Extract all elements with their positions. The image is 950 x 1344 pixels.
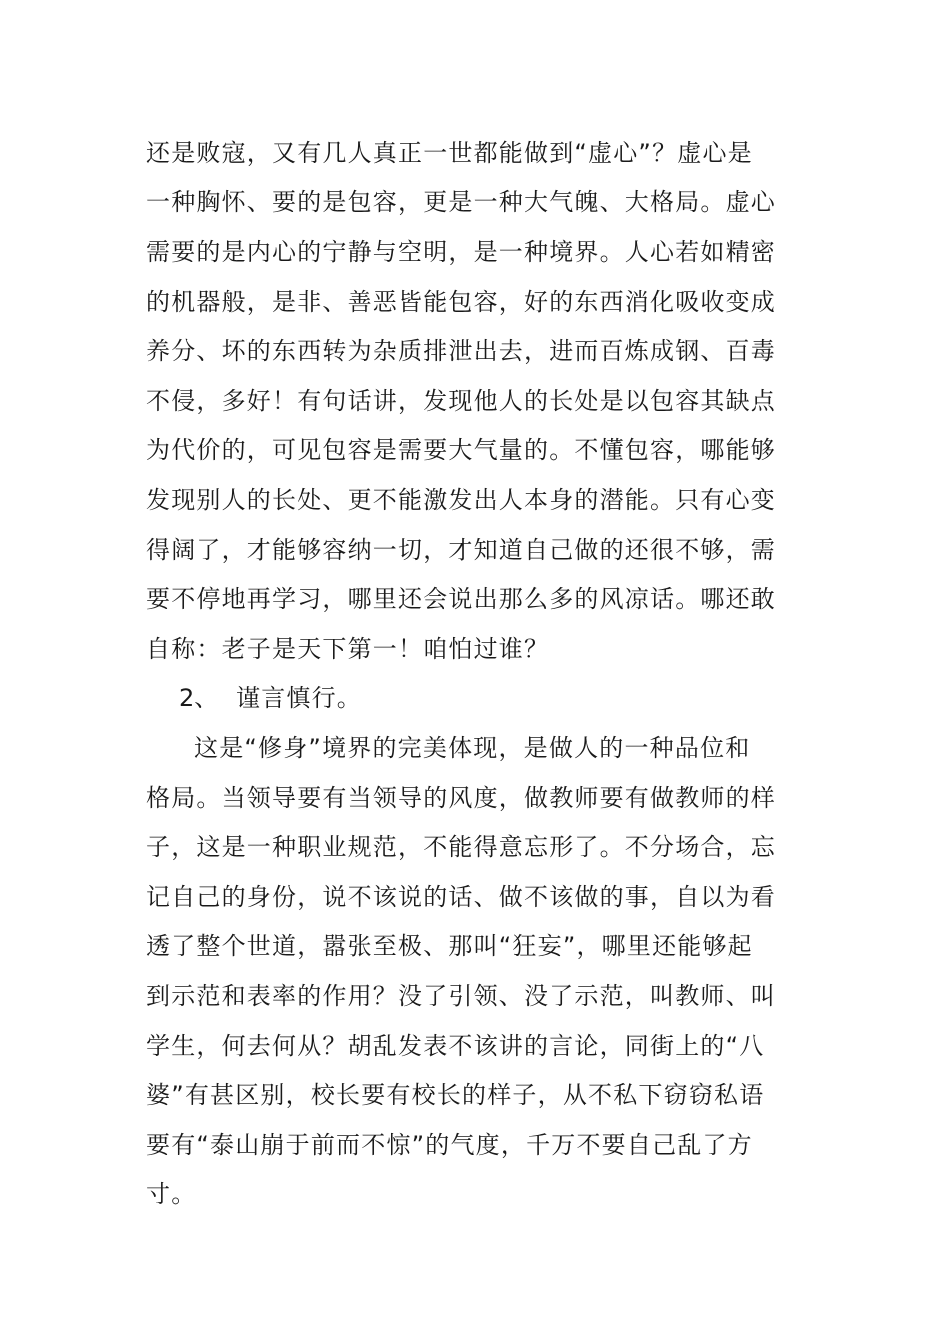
paragraph-line: 要不停地再学习，哪里还会说出那么多的风凉话。哪还敢 <box>146 585 776 613</box>
paragraph-line: 这是“修身”境界的完美体现，是做人的一种品位和 <box>194 734 751 762</box>
paragraph-line: 记自己的身份，说不该说的话、做不该做的事，自以为看 <box>146 883 776 911</box>
paragraph-line: 的机器般，是非、善恶皆能包容，好的东西消化吸收变成 <box>146 288 776 316</box>
paragraph-line: 一种胸怀、要的是包容，更是一种大气魄、大格局。虚心 <box>146 188 776 216</box>
paragraph-line: 发现别人的长处、更不能激发出人本身的潜能。只有心变 <box>146 486 776 514</box>
paragraph-line: 婆”有甚区别，校长要有校长的样子，从不私下窃窃私语 <box>146 1081 765 1109</box>
paragraph-line: 学生，何去何从？胡乱发表不该讲的言论，同街上的“八 <box>146 1032 765 1060</box>
paragraph-line: 得阔了，才能够容纳一切，才知道自己做的还很不够，需 <box>146 536 776 564</box>
paragraph-line: 寸。 <box>146 1180 197 1208</box>
paragraph-line: 透了整个世道，嚣张至极、那叫“狂妄”，哪里还能够起 <box>146 932 753 960</box>
paragraph-line: 还是败寇，又有几人真正一世都能做到“虚心”？虚心是 <box>146 139 753 167</box>
paragraph-line: 不侵，多好！有句话讲，发现他人的长处是以包容其缺点 <box>146 387 776 415</box>
paragraph-line: 子，这是一种职业规范，不能得意忘形了。不分场合，忘 <box>146 833 776 861</box>
paragraph-line: 需要的是内心的宁静与空明，是一种境界。人心若如精密 <box>146 238 776 266</box>
paragraph-line: 格局。当领导要有当领导的风度，做教师要有做教师的样 <box>146 784 776 812</box>
heading-number: 2、 <box>179 684 219 712</box>
paragraph-line: 为代价的，可见包容是需要大气量的。不懂包容，哪能够 <box>146 436 776 464</box>
paragraph-line: 养分、坏的东西转为杂质排泄出去，进而百炼成钢、百毒 <box>146 337 776 365</box>
paragraph-line: 要有“泰山崩于前而不惊”的气度，千万不要自己乱了方 <box>146 1131 753 1159</box>
heading-title: 谨言慎行。 <box>236 684 362 712</box>
paragraph-line: 自称：老子是天下第一！咱怕过谁？ <box>146 635 550 663</box>
paragraph-line: 到示范和表率的作用？没了引领、没了示范，叫教师、叫 <box>146 982 776 1010</box>
